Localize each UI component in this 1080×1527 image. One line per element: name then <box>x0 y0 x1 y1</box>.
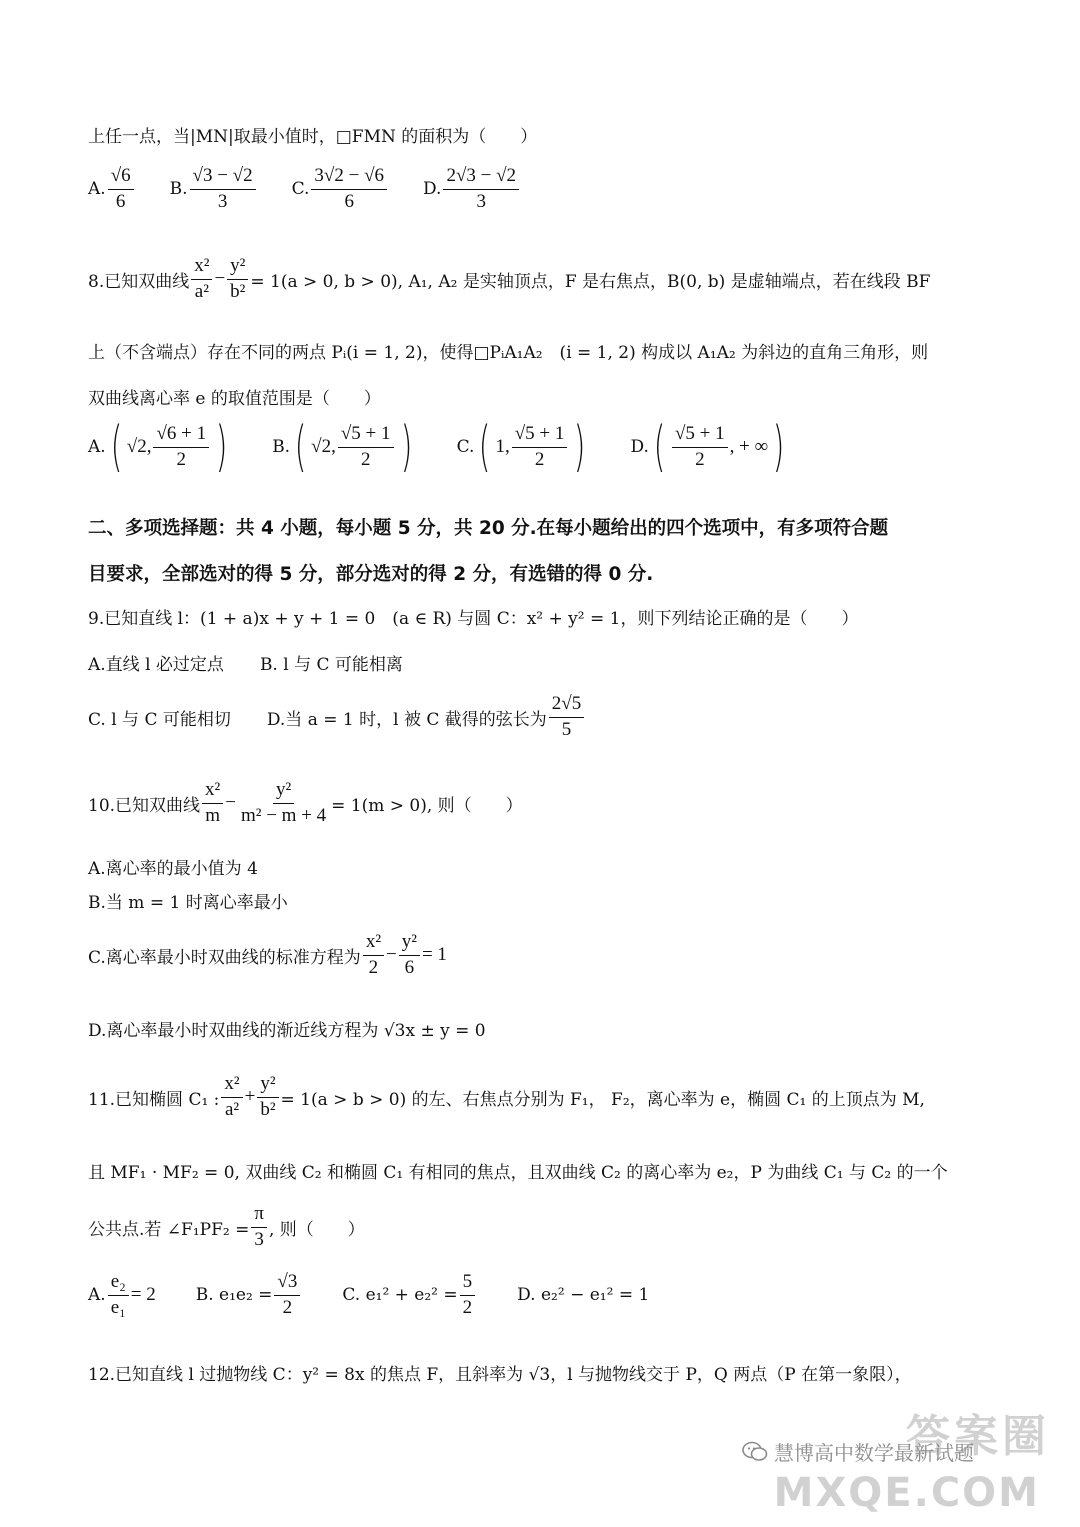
fraction: $\frac{√6 + 1}{2}$ <box>153 424 209 471</box>
q10-option-d: D.离心率最小时双曲线的渐近线方程为 √3x ± y = 0 <box>88 1021 486 1041</box>
q8-line2: 上（不含端点）存在不同的两点 Pᵢ(i = 1, 2)，使得□PᵢA₁A₂ (i = 1, 2) 构成以 A₁A₂ 为斜边的直角三角形，则 <box>88 343 929 363</box>
q11-line1: 11.已知椭圆 C₁ : $\frac{\text{x²}}{\text{a²}}$ + $\frac{\text{y²}}{\text{b²}}$ = 1(a > b > 0) 的左、右焦点分别为 F₁， F₂，离心率为 e，椭圆 C₁ 的上顶点为 M, <box>88 1073 925 1120</box>
q10-option-b: B.当 m = 1 时离心率最小 <box>88 893 288 913</box>
q7-option-c: C. $\frac{3√2 - √6}{6}$ <box>292 166 389 213</box>
fraction: $\frac{√6}{6}$ <box>108 166 134 213</box>
fraction: $\frac{\text{y²}}{6}$ <box>399 932 420 979</box>
right-paren: ) <box>400 415 412 478</box>
fraction: $\frac{5}{2}$ <box>460 1272 476 1319</box>
q11-options <box>88 1272 649 1319</box>
q11-line3: 公共点.若 ∠F₁PF₂ = $\frac{\pi}{3}$ , 则（ ） <box>88 1203 365 1250</box>
q9-options-ab <box>88 650 403 675</box>
fraction: $\frac{\text{x²}}{m}$ <box>202 780 223 827</box>
q7-stem: 上任一点，当|MN|取最小值时，□FMN 的面积为（ ） <box>88 127 538 147</box>
fraction: $\frac{√5 + 1}{2}$ <box>512 424 568 471</box>
watermark-account <box>742 1437 974 1466</box>
fraction: $\frac{√5 + 1}{2}$ <box>338 424 394 471</box>
watermark-account-name: 慧博高中数学最新试题 <box>774 1441 974 1465</box>
fraction: $\frac{\text{y²}}{\text{b²}}$ <box>227 256 248 303</box>
watermark-logo-url: MXQE.COM <box>773 1470 1040 1516</box>
q12-stem: 12.已知直线 l 过抛物线 C：y² = 8x 的焦点 F，且斜率为 √3，l 与抛物线交于 P，Q 两点（P 在第一象限）， <box>88 1365 912 1385</box>
q7-options <box>88 166 521 213</box>
q11-line2: 且 MF₁ · MF₂ = 0, 双曲线 C₂ 和椭圆 C₁ 有相同的焦点，且双曲线 C₂ 的离心率为 e₂，P 为曲线 C₁ 与 C₂ 的一个 <box>88 1163 948 1183</box>
q9-option-b: B. l 与 C 可能相离 <box>259 655 403 675</box>
q8-options <box>88 415 789 478</box>
q11-option-a: A. $\frac{\text{e₂}}{\text{e₁}}$ = 2 <box>88 1271 156 1318</box>
fraction: $\frac{\pi}{3}$ <box>251 1204 267 1251</box>
q11-option-c: C. e₁² + e₂² = $\frac{5}{2}$ <box>342 1272 477 1319</box>
fraction: $\frac{√5 + 1}{2}$ <box>672 424 728 471</box>
q9-option-c: C. l 与 C 可能相切 <box>88 709 231 730</box>
q7-option-a: A. $\frac{√6}{6}$ <box>88 166 136 213</box>
section2-heading-line2: 目要求，全部选对的得 5 分，部分选对的得 2 分，有选错的得 0 分. <box>88 564 654 585</box>
fraction: $\frac{√3 - √2}{3}$ <box>190 166 256 213</box>
fraction: $\frac{\text{x²}}{\text{a²}}$ <box>221 1074 242 1121</box>
q8-option-d: D. ( $\frac{√5 + 1}{2}$ , + ∞ ) <box>630 415 785 478</box>
fraction: $\frac{\text{e₂}}{\text{e₁}}$ <box>108 1272 129 1319</box>
fraction: $\frac{3√2 - √6}{6}$ <box>311 166 387 213</box>
q8-option-b: B. ( √2, $\frac{√5 + 1}{2}$ ) <box>272 415 412 478</box>
fraction: $\frac{√3}{2}$ <box>274 1272 300 1319</box>
q8-line3: 双曲线离心率 e 的取值范围是（ ） <box>88 389 381 409</box>
q9-option-a: A.直线 l 必过定点 <box>88 655 224 675</box>
fraction: $\frac{\text{y²}}{\text{m² − m + 4}}$ <box>240 779 327 826</box>
q8-option-c: C. ( 1, $\frac{√5 + 1}{2}$ ) <box>456 415 586 478</box>
q10-option-a: A.离心率的最小值为 4 <box>88 859 258 879</box>
q11-option-b: B. e₁e₂ = $\frac{√3}{2}$ <box>196 1272 303 1319</box>
q10-stem: 10.已知双曲线 $\frac{\text{x²}}{m}$ − $\frac{\text{y²}}{\text{m² − m + 4}}$ = 1(m > 0), 则（ ） <box>88 779 523 826</box>
right-paren: ) <box>772 415 785 478</box>
left-paren: ( <box>110 415 123 478</box>
fraction: $\frac{\text{x²}}{\text{a²}}$ <box>191 256 212 303</box>
q10-option-c: C.离心率最小时双曲线的标准方程为 $\frac{\text{x²}}{2}$ − $\frac{\text{y²}}{6}$ = 1 <box>88 931 447 978</box>
q9-option-d: D.当 a = 1 时，l 被 C 截得的弦长为 $\frac{2√5}{5}$ <box>267 694 586 741</box>
left-paren: ( <box>479 415 491 478</box>
left-paren: ( <box>294 415 307 478</box>
right-paren: ) <box>574 415 586 478</box>
q9-stem: 9.已知直线 l：(1 + a)x + y + 1 = 0 (a ∈ R) 与圆 C：x² + y² = 1，则下列结论正确的是（ ） <box>88 609 859 629</box>
wechat-icon <box>742 1441 768 1463</box>
q11-option-d: D. e₂² − e₁² = 1 <box>517 1285 650 1306</box>
watermark-logo: 答案圈 <box>906 1411 1050 1462</box>
section2-heading-line1: 二、多项选择题：共 4 小题，每小题 5 分，共 20 分.在每小题给出的四个选项中，有多项符合题 <box>88 518 889 539</box>
right-paren: ) <box>215 415 228 478</box>
q8-line1: 8.已知双曲线 $\frac{\text{x²}}{\text{a²}}$ − $\frac{\text{y²}}{\text{b²}}$ = 1(a > 0, b > 0), A₁, A₂ 是实轴顶点，F 是右焦点，B(0, b) 是虚轴端点，若在线段 BF <box>88 255 931 302</box>
q7-option-d: D. $\frac{2√3 - √2}{3}$ <box>423 166 521 213</box>
left-paren: ( <box>653 415 666 478</box>
q7-option-b: B. $\frac{√3 - √2}{3}$ <box>170 166 258 213</box>
q9-options-cd <box>88 694 586 741</box>
fraction: $\frac{\text{y²}}{\text{b²}}$ <box>257 1074 278 1121</box>
q8-option-a: A. ( √2, $\frac{√6 + 1}{2}$ ) <box>88 415 228 478</box>
fraction: $\frac{2√5}{5}$ <box>549 694 584 741</box>
fraction: $\frac{\text{x²}}{2}$ <box>363 932 384 979</box>
fraction: $\frac{2√3 - √2}{3}$ <box>443 166 519 213</box>
